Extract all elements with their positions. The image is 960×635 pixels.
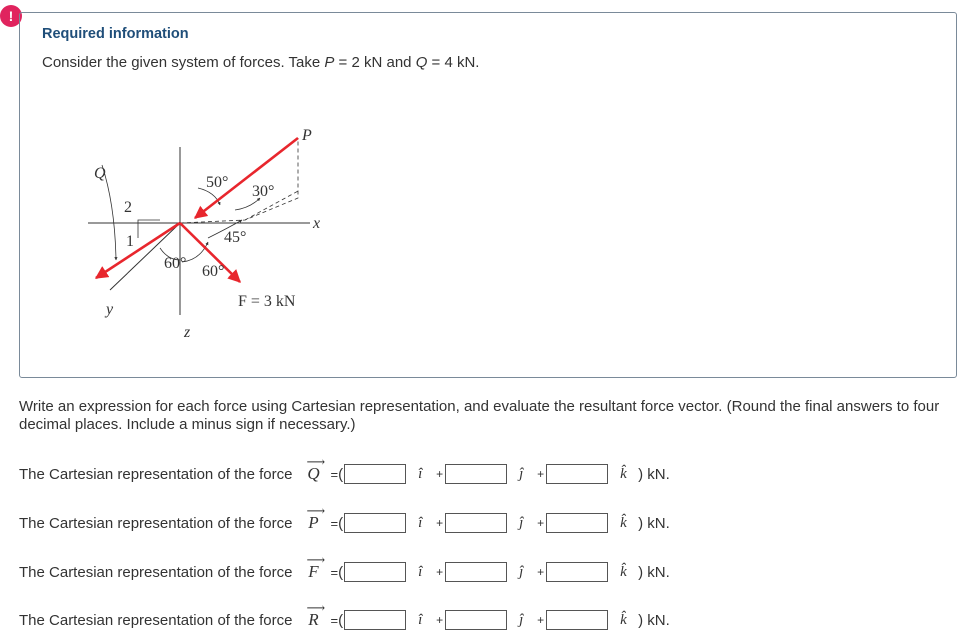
info-text-before: Consider the given system of forces. Take [42,54,325,71]
label-p: P [302,127,312,144]
label-angle-60-right: 60° [202,263,225,280]
i-hat-unit: î [418,563,423,580]
p-j-component-input[interactable] [445,513,507,533]
q-k-component-input[interactable] [546,464,608,484]
row-label: The Cartesian representation of the force [19,611,293,629]
f-k-component-input[interactable] [546,562,608,582]
plus-sign: + [537,516,545,530]
f-j-component-input[interactable] [445,562,507,582]
label-x: x [313,215,321,232]
plus-sign: + [436,516,444,530]
vector-symbol: ⟶ Q [306,454,326,483]
unit-close: ) kN. [638,514,670,532]
answer-row-r [19,600,670,634]
row-label: The Cartesian representation of the force [19,514,293,532]
f-i-component-input[interactable] [344,562,406,582]
vector-arrow-icon: ⟶ [306,600,326,615]
j-hat-unit: ĵ [519,563,524,580]
label-angle-45: 45° [224,229,247,246]
alert-icon: ! [0,5,22,27]
plus-sign: + [436,613,444,627]
p-i-component-input[interactable] [344,513,406,533]
force-system-diagram [60,110,350,350]
vector-symbol: ⟶ F [306,552,326,581]
info-title: Required information [42,26,189,42]
i-hat-unit: î [418,611,423,628]
info-text [42,54,479,71]
j-hat-unit: ĵ [519,514,524,531]
k-hat-unit: k̂ [620,611,627,628]
i-hat-unit: î [418,465,423,482]
label-slope-2: 2 [124,199,132,216]
r-i-component-input[interactable] [344,610,406,630]
unit-close: ) kN. [638,465,670,483]
k-hat-unit: k̂ [620,465,627,482]
q-value: = 4 kN. [427,54,480,71]
vector-arrow-icon: ⟶ [306,454,326,469]
r-j-component-input[interactable] [445,610,507,630]
label-force-f: F = 3 kN [238,293,296,310]
vector-symbol: ⟶ P [306,503,326,532]
open-paren: ( [338,465,344,483]
q-j-component-input[interactable] [445,464,507,484]
label-angle-30: 30° [252,183,275,200]
plus-sign: + [537,613,545,627]
equals-sign: = [330,466,339,482]
instructions-text: Write an expression for each force using Cartesian representation, and evaluate the resultant force vector. (Round the final answers to four decimal places. Include a minus sign if necessary.) [19,398,940,433]
label-angle-60-left: 60° [164,255,187,272]
plus-sign: + [537,565,545,579]
row-label: The Cartesian representation of the force [19,465,293,483]
label-q: Q [94,165,106,182]
row-label: The Cartesian representation of the force [19,563,293,581]
r-k-component-input[interactable] [546,610,608,630]
open-paren: ( [338,611,344,629]
q-symbol: Q [415,54,428,71]
plus-sign: + [436,467,444,481]
i-hat-unit: î [418,514,423,531]
p-k-component-input[interactable] [546,513,608,533]
open-paren: ( [338,563,344,581]
k-hat-unit: k̂ [620,514,627,531]
open-paren: ( [338,514,344,532]
j-hat-unit: ĵ [519,611,524,628]
label-angle-50: 50° [206,174,229,191]
vector-arrow-icon: ⟶ [306,503,326,518]
equals-sign: = [330,612,339,628]
answer-row-p [19,503,670,537]
vector-symbol: ⟶ R [306,600,326,629]
j-hat-unit: ĵ [519,465,524,482]
unit-close: ) kN. [638,611,670,629]
p-symbol: P [324,54,335,71]
label-z: z [184,324,191,341]
answer-row-f [19,552,670,586]
label-y: y [106,301,114,318]
equals-sign: = [330,564,339,580]
unit-close: ) kN. [638,563,670,581]
p-value: = 2 kN and [334,54,416,71]
vector-arrow-icon: ⟶ [306,552,326,567]
label-slope-1: 1 [126,233,134,250]
q-i-component-input[interactable] [344,464,406,484]
equals-sign: = [330,515,339,531]
plus-sign: + [436,565,444,579]
k-hat-unit: k̂ [620,563,627,580]
answer-row-q [19,454,670,488]
plus-sign: + [537,467,545,481]
